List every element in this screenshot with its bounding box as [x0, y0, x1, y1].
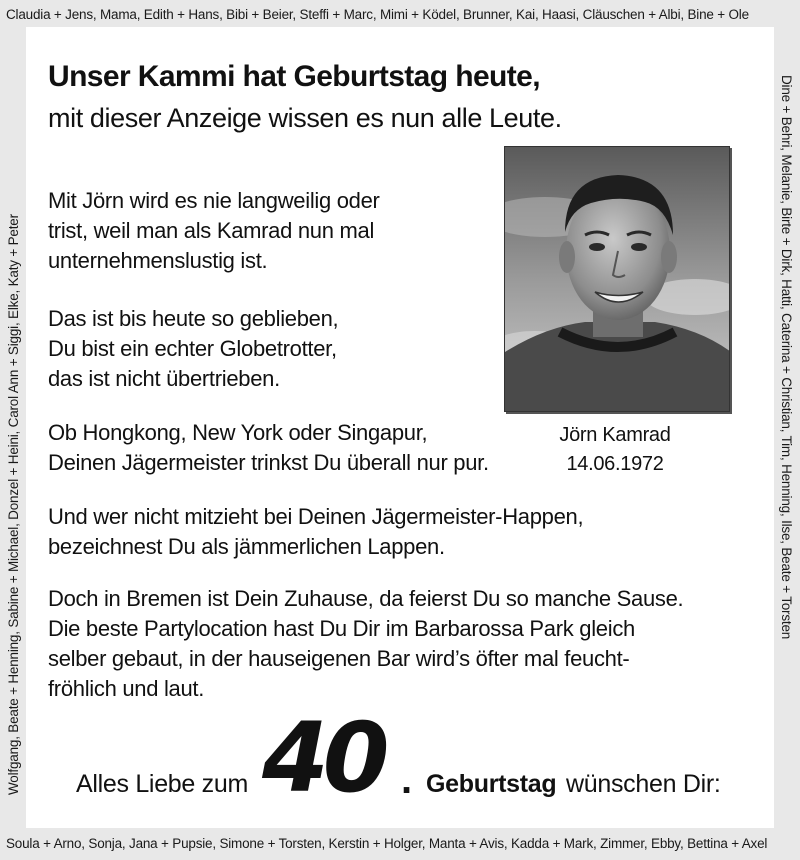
poem-stanza-4: [48, 502, 583, 562]
poem-stanza-1: [48, 186, 380, 276]
subline: mit dieser Anzeige wissen es nun alle Leute.: [48, 103, 562, 133]
border-names-bottom: Soula + Arno, Sonja, Jana + Pupsie, Simone + Torsten, Kerstin + Holger, Manta + Avis, Kadda + Mark, Zimmer, Ebby, Bettina + Axel: [6, 836, 768, 851]
portrait-icon: [505, 147, 730, 412]
poem-line: das ist nicht übertrieben.: [48, 366, 280, 391]
poem-line: fröhlich und laut.: [48, 676, 205, 701]
poem-line: unternehmenslustig ist.: [48, 248, 268, 273]
poem-line: selber gebaut, in der hauseigenen Bar wird’s öfter mal feucht-: [48, 646, 630, 671]
poem-line: Die beste Partylocation hast Du Dir im Barbarossa Park gleich: [48, 616, 635, 641]
closing-suffix: wünschen Dir:: [566, 770, 721, 798]
photo-caption-name: Jörn Kamrad: [559, 424, 671, 446]
portrait-photo: [504, 146, 730, 412]
border-names-right: Dine + Behri, Melanie, Birte + Dirk, Hatti, Caterina + Christian, Tim, Henning, Ilse, Beate + Torsten: [779, 75, 794, 640]
closing-bold-word: Geburtstag: [426, 770, 557, 798]
border-names-top: Claudia + Jens, Mama, Edith + Hans, Bibi + Beier, Steffi + Marc, Mimi + Ködel, Brunner, Kai, Haasi, Cläuschen + Albi, Bine + Ole: [6, 7, 749, 22]
closing-line: [76, 702, 776, 820]
poem-stanza-2: [48, 304, 338, 394]
birthday-number: 40: [262, 702, 384, 814]
poem-line: bezeichnest Du als jämmerlichen Lappen.: [48, 534, 445, 559]
poem-line: Du bist ein echter Globetrotter,: [48, 336, 337, 361]
poem-line: Doch in Bremen ist Dein Zuhause, da feierst Du so manche Sause.: [48, 586, 684, 611]
birthday-number-dot: .: [401, 758, 413, 802]
poem-line: Mit Jörn wird es nie langweilig oder: [48, 188, 380, 213]
photo-caption-date: 14.06.1972: [566, 453, 664, 475]
border-names-left: Wolfgang, Beate + Henning, Sabine + Michael, Donzel + Heini, Carol Ann + Siggi, Elke, Katy + Peter: [6, 214, 21, 795]
poem-stanza-3: [48, 418, 489, 478]
poem-line: Und wer nicht mitzieht bei Deinen Jägermeister-Happen,: [48, 504, 584, 529]
closing-prefix: Alles Liebe zum: [76, 770, 248, 798]
poem-line: Das ist bis heute so geblieben,: [48, 306, 339, 331]
headline: Unser Kammi hat Geburtstag heute,: [48, 60, 540, 93]
poem-line: Deinen Jägermeister trinkst Du überall nur pur.: [48, 450, 489, 475]
poem-line: trist, weil man als Kamrad nun mal: [48, 218, 375, 243]
poem-line: Ob Hongkong, New York oder Singapur,: [48, 420, 428, 445]
poem-stanza-5: [48, 584, 683, 704]
